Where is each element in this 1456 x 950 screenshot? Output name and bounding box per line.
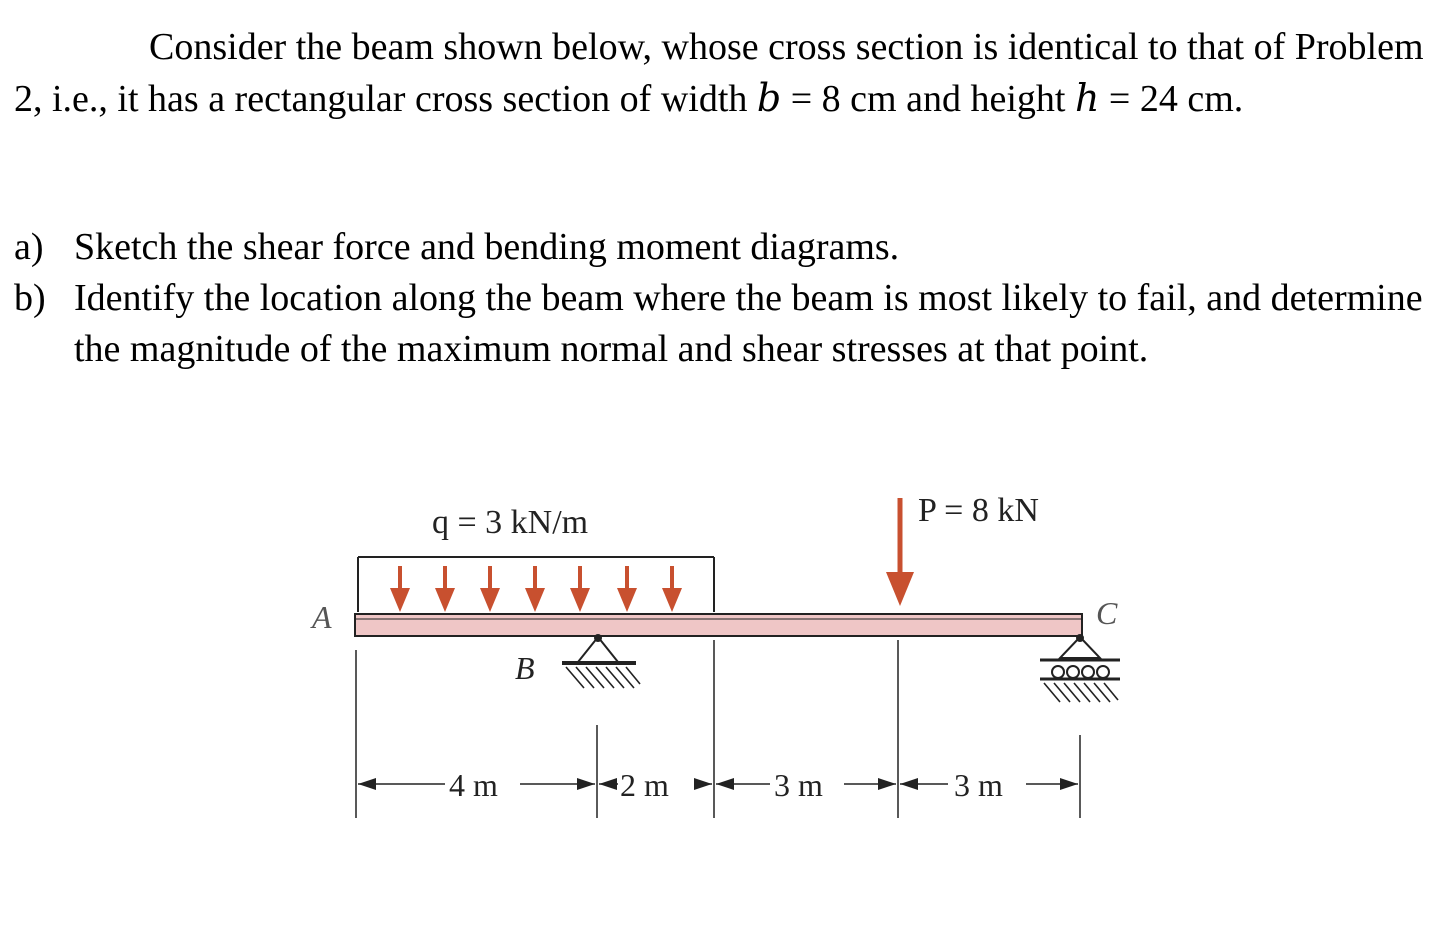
width-symbol: b [756,76,782,120]
point-c-label: C [1096,595,1118,631]
load-arrow-head [662,588,682,612]
dim-label-b-q: 2 m [620,767,669,803]
load-arrow-head [525,588,545,612]
load-arrow-head [390,588,410,612]
dim-label-q-p: 3 m [774,767,823,803]
distributed-load-arrows [390,566,682,612]
question-b-text: Identify the location along the beam where the beam is most likely to fail, and determine the magnitude of the maximum normal and shear stresses at that point. [74,277,1423,370]
problem-statement: Consider the beam shown below, whose cross section is identical to that of Problem 2, i.e., it has a rectangular cross section of width b = 8 cm and height h = 24 cm. [14,26,1424,120]
point-load-arrow [886,498,914,606]
question-a-text: Sketch the shear force and bending moment diagrams. [74,226,900,268]
question-a-label: a) [14,226,44,268]
point-b-label: B [515,650,535,686]
load-arrow-head [570,588,590,612]
dim-label-ab: 4 m [449,767,498,803]
pin-support-b [562,635,640,688]
load-arrow-head [480,588,500,612]
height-symbol: h [1074,76,1100,120]
roller-support-c [1040,635,1120,702]
beam [355,614,1082,636]
load-arrow-head [617,588,637,612]
point-load-label: P = 8 kN [918,492,1039,529]
point-a-label: A [312,599,332,635]
distributed-load-label: q = 3 kN/m [432,504,589,541]
dim-label-p-c: 3 m [954,767,1003,803]
question-b-label: b) [14,277,46,319]
load-arrow-head [435,588,455,612]
